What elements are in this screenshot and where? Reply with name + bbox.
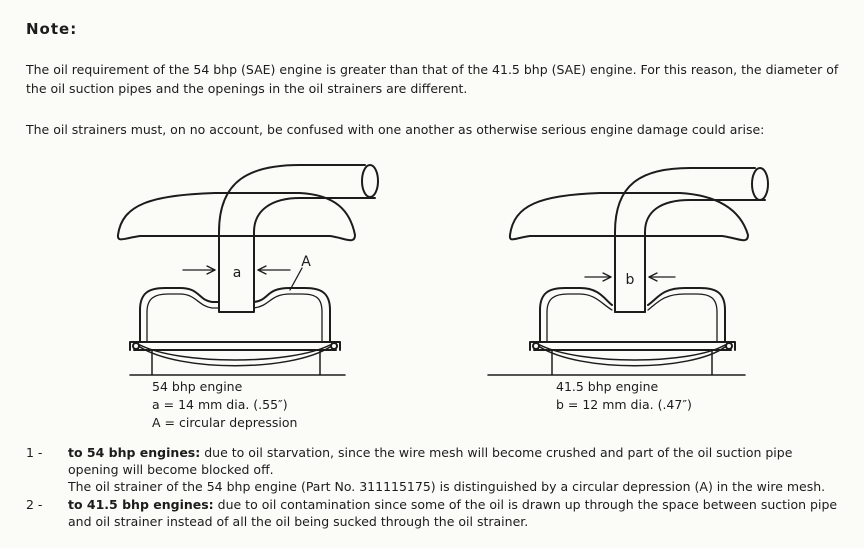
item-heading: to 54 bhp engines: — [68, 445, 201, 460]
item-number: 1 - — [26, 445, 43, 460]
list-item — [26, 496, 856, 530]
item-extra: The oil strainer of the 54 bhp engine (Part No. 311115175) is distinguished by a circular depression (A) in the wire mesh. — [68, 479, 826, 494]
left-strainer-dome — [140, 288, 330, 342]
left-callout-label: A — [301, 254, 311, 270]
right-dim-label: b — [625, 272, 635, 288]
left-strainer-figure — [118, 165, 378, 375]
left-pipe-stub — [219, 280, 254, 312]
item-heading: to 41.5 bhp engines: — [68, 497, 214, 512]
left-strainer-flange — [130, 342, 340, 350]
left-cover — [118, 193, 355, 240]
item-text: due to oil contamination since some of the oil is drawn up through the space between suction pipe — [213, 497, 838, 512]
warning-paragraph: The oil strainers must, on no account, be confused with one another as otherwise serious engine damage could arise: — [26, 122, 765, 137]
intro-paragraph: The oil requirement of the 54 bhp (SAE) engine is greater than that of the 41.5 bhp (SAE) engine. For this reason, the diameter of the oil suction pipes and the openings in the oil strainers are different. — [26, 62, 839, 96]
left-caption — [152, 378, 297, 432]
left-caption-a: a = 14 mm dia. (.55″) — [152, 397, 288, 412]
right-strainer-flange — [530, 342, 735, 350]
item-continuation: and oil strainer instead of all the oil being sucked through the oil strainer. — [68, 514, 529, 529]
list-item — [26, 444, 856, 495]
right-caption-title: 41.5 bhp engine — [556, 379, 659, 394]
left-caption-A: A = circular depression — [152, 415, 298, 430]
left-caption-title: 54 bhp engine — [152, 379, 243, 394]
item-continuation: opening will become blocked off. — [68, 462, 274, 477]
item-number: 2 - — [26, 497, 43, 512]
right-caption-b: b = 12 mm dia. (.47″) — [556, 397, 692, 412]
note-title: Note: — [26, 20, 78, 38]
left-callout-leader — [290, 268, 302, 290]
left-dim-label: a — [232, 265, 242, 281]
item-text: due to oil starvation, since the wire mesh will become crushed and part of the oil suction pipe — [200, 445, 793, 460]
strainer-diagram — [0, 140, 864, 380]
right-strainer-dome — [540, 288, 725, 342]
right-caption — [556, 378, 692, 414]
